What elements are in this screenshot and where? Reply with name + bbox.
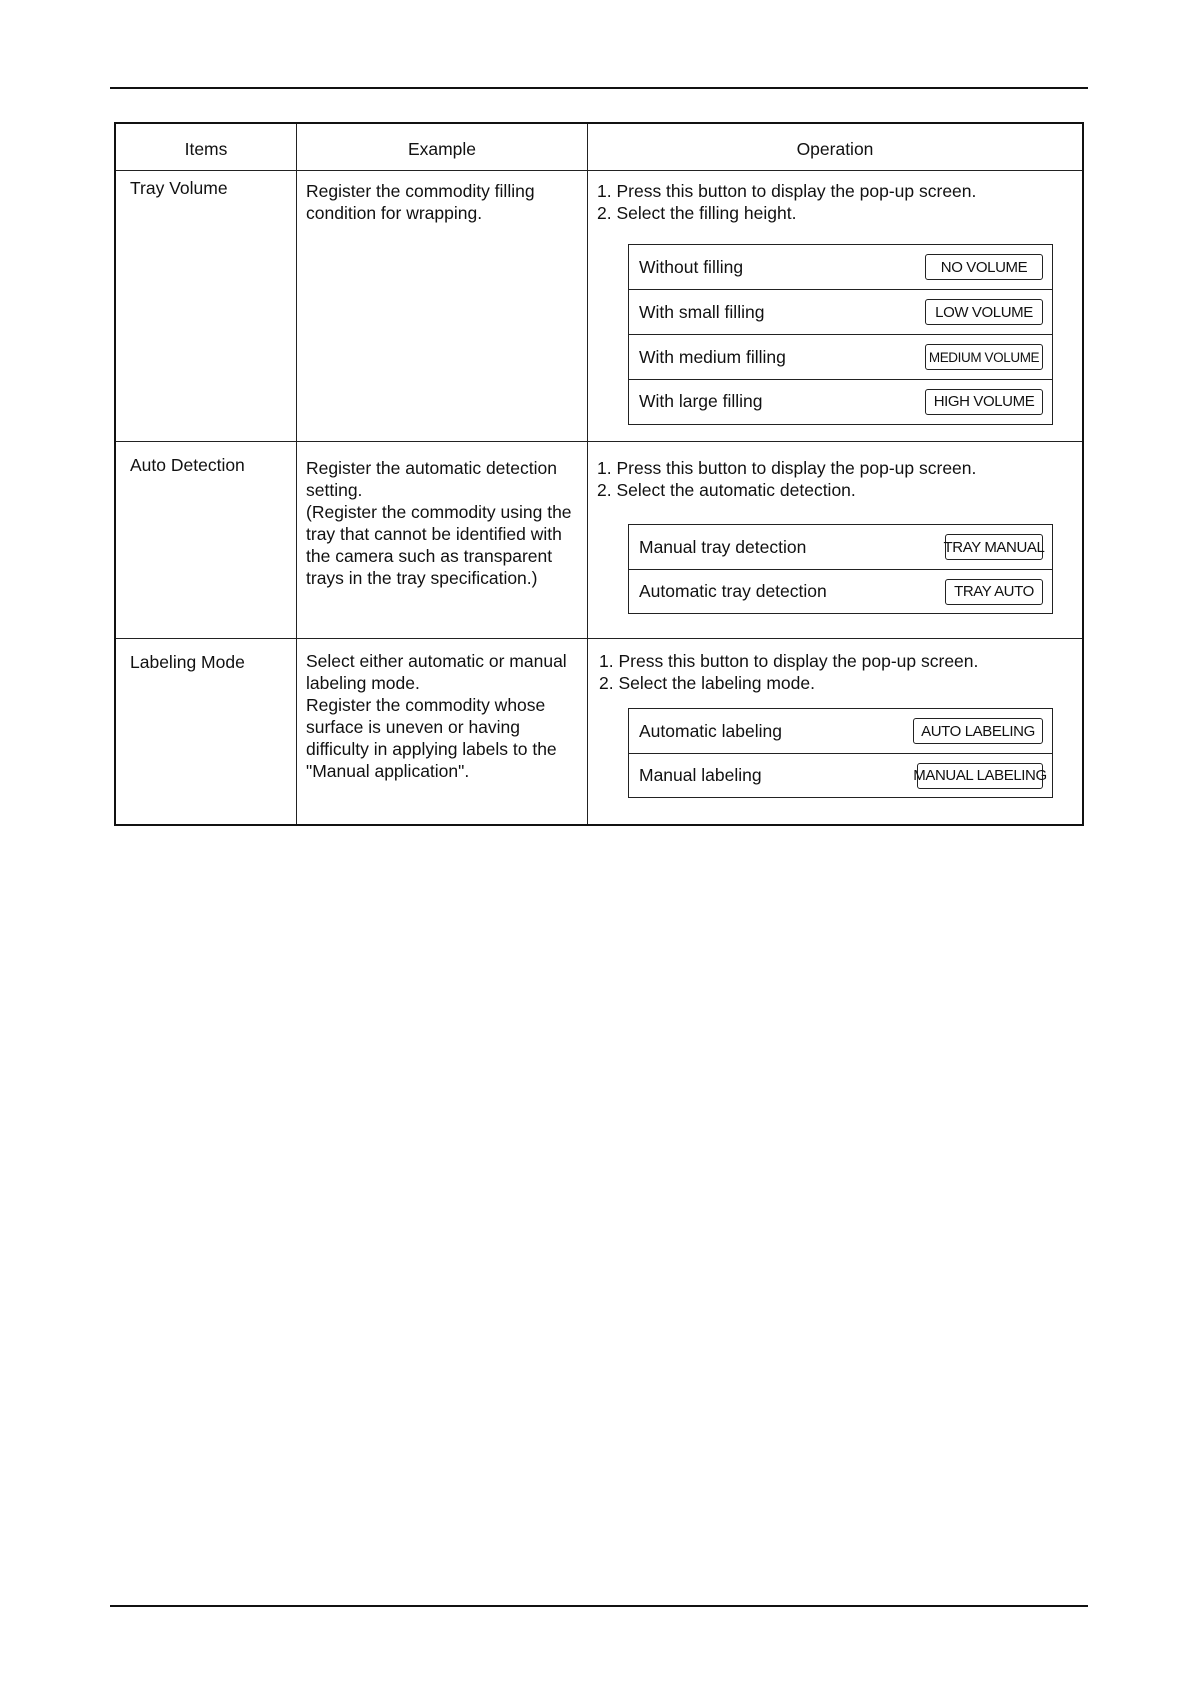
option-label: With medium filling [639, 346, 786, 367]
option-row [629, 335, 1052, 380]
tray-auto-button[interactable]: TRAY AUTO [945, 579, 1043, 605]
option-label: Manual tray detection [639, 536, 807, 557]
step-1: 1. Press this button to display the pop-up screen. [597, 458, 977, 478]
step-2: 2. Select the automatic detection. [597, 480, 856, 500]
column-divider [296, 124, 297, 824]
example-auto-detection: Register the automatic detection setting. (Register the commodity using the tray that cannot be identified with the camera such as transparent trays in the tray specification.) [306, 458, 572, 588]
step-1: 1. Press this button to display the pop-up screen. [599, 651, 979, 671]
no-volume-button[interactable]: NO VOLUME [925, 254, 1043, 280]
header-rule [110, 87, 1088, 89]
option-row [629, 709, 1052, 754]
option-row [629, 380, 1052, 423]
operation-steps-auto-detection [597, 457, 976, 501]
step-2: 2. Select the labeling mode. [599, 673, 815, 693]
row-divider [116, 170, 1082, 171]
option-label: With small filling [639, 301, 765, 322]
medium-volume-button[interactable]: MEDIUM VOLUME [925, 344, 1043, 370]
tray-manual-button[interactable]: TRAY MANUAL [945, 534, 1043, 560]
option-label: Automatic labeling [639, 720, 782, 741]
operation-steps-tray-volume [597, 180, 976, 224]
option-row [629, 570, 1052, 613]
labeling-mode-popup [628, 708, 1053, 798]
example-tray-volume: Register the commodity filling condition for wrapping. [306, 181, 535, 223]
header-operation: Operation [796, 139, 874, 159]
step-2: 2. Select the filling height. [597, 203, 797, 223]
row-divider [116, 638, 1082, 639]
footer-rule [110, 1605, 1088, 1607]
tray-volume-popup [628, 244, 1053, 425]
option-label: Automatic tray detection [639, 581, 827, 601]
header-items: Items [184, 139, 228, 159]
operation-steps-labeling-mode [599, 650, 978, 694]
item-labeling-mode: Labeling Mode [130, 652, 245, 672]
option-row [629, 245, 1052, 290]
manual-labeling-button[interactable]: MANUAL LABELING [917, 763, 1043, 789]
option-row [629, 290, 1052, 335]
item-tray-volume: Tray Volume [130, 178, 228, 198]
option-row [629, 525, 1052, 570]
auto-labeling-button[interactable]: AUTO LABELING [913, 718, 1043, 744]
option-label: With large filling [639, 391, 763, 411]
option-label: Without filling [639, 256, 744, 277]
row-divider [116, 441, 1082, 442]
column-divider [587, 124, 588, 824]
settings-table [114, 122, 1084, 826]
example-labeling-mode: Select either automatic or manual labeling mode. Register the commodity whose surface is uneven or having difficulty in applying labels to the "Manual application". [306, 651, 567, 781]
option-row [629, 754, 1052, 797]
auto-detection-popup [628, 524, 1053, 614]
option-label: Manual labeling [639, 765, 762, 785]
high-volume-button[interactable]: HIGH VOLUME [925, 389, 1043, 415]
step-1: 1. Press this button to display the pop-up screen. [597, 181, 977, 201]
item-auto-detection: Auto Detection [130, 455, 245, 475]
low-volume-button[interactable]: LOW VOLUME [925, 299, 1043, 325]
header-example: Example [407, 139, 477, 159]
